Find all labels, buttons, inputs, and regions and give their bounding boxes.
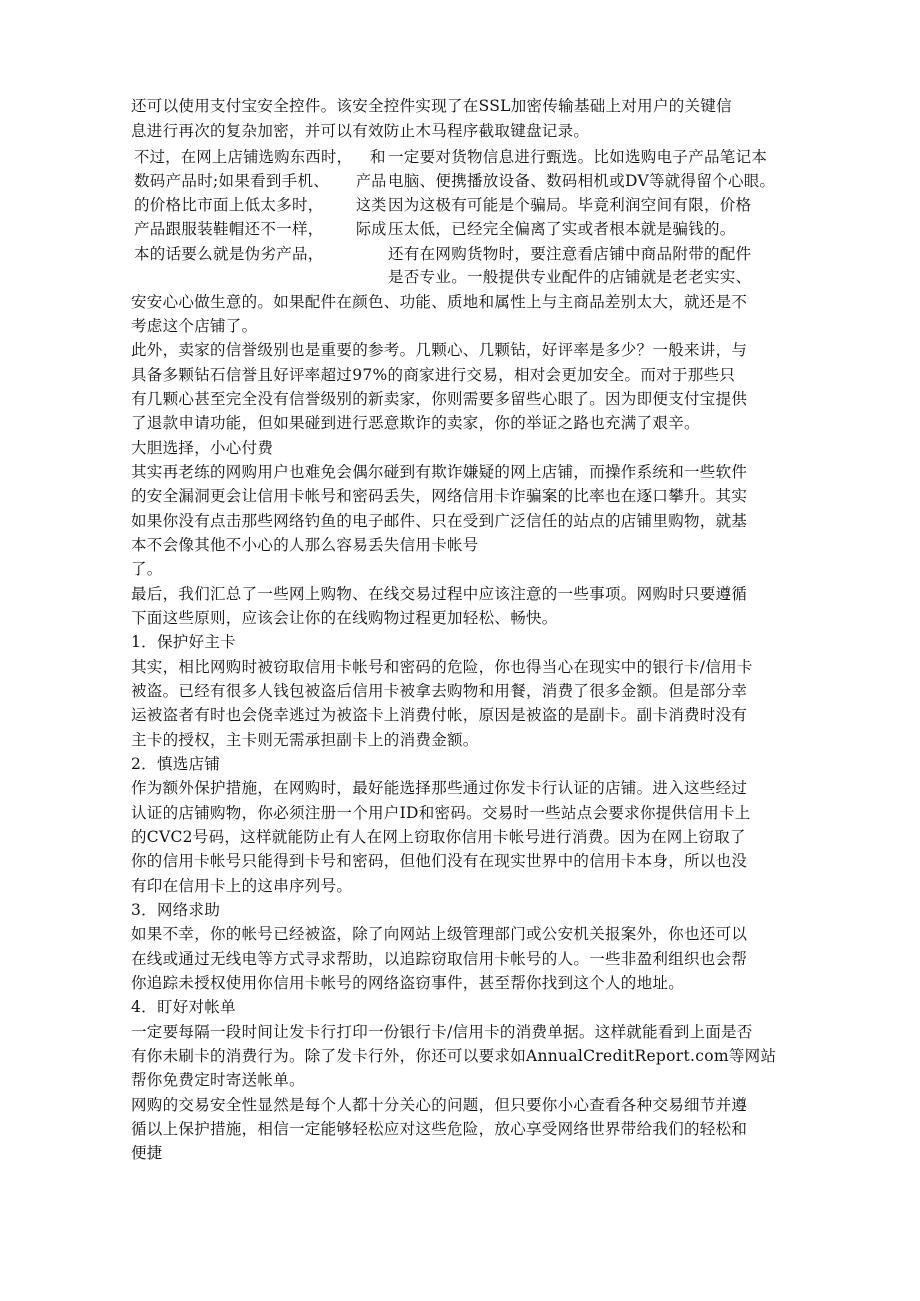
column-right-line: 压太低，已经完全偏离了实或者根本就是骗钱的。 xyxy=(388,220,736,238)
paragraph-line: 安安心心做生意的。如果配件在颜色、功能、质地和属性上与主商品差别太大，就还是不 xyxy=(131,293,748,311)
list-heading: 4．盯好对帐单 xyxy=(131,998,236,1016)
paragraph-line: 循以上保护措施，相信一定能够轻松应对这些危险，放心享受网络世界带给我们的轻松和 xyxy=(131,1120,748,1138)
paragraph-line: 你追踪未授权使用你信用卡帐号的网络盗窃事件，甚至帮你找到这个人的地址。 xyxy=(131,974,685,992)
paragraph-line: 帮你免费定时寄送帐单。 xyxy=(131,1071,305,1089)
paragraph-line: 一定要每隔一段时间让发卡行打印一份银行卡/信用卡的消费单据。这样就能看到上面是否 xyxy=(131,1023,753,1041)
column-left-line: 的价格比市面上低太多时， xyxy=(134,196,324,214)
paragraph-line: 本不会像其他不小心的人那么容易丢失信用卡帐号 xyxy=(131,536,479,554)
paragraph-line: 有印在信用卡上的这串序列号。 xyxy=(131,877,353,895)
column-right-line: 一定要对货物信息进行甄选。比如选购电子产品笔记本 xyxy=(388,148,768,166)
section-heading: 大胆选择，小心付费 xyxy=(131,439,274,457)
paragraph-line: 你的信用卡帐号只能得到卡号和密码，但他们没有在现实世界中的信用卡本身，所以也没 xyxy=(131,852,748,870)
paragraph-line: 如果不幸，你的帐号已经被盗，除了向网站上级管理部门或公安机关报案外，你也还可以 xyxy=(131,925,748,943)
paragraph-line: 被盗。已经有很多人钱包被盗后信用卡被拿去购物和用餐，消费了很多金额。但是部分幸 xyxy=(131,682,748,700)
column-right-line: 电脑、便携播放设备、数码相机或DV等就得留个心眼。 xyxy=(388,172,776,190)
paragraph-line: 其实再老练的网购用户也难免会偶尔碰到有欺诈嫌疑的网上店铺，而操作系统和一些软件 xyxy=(131,463,748,481)
paragraph-line: 其实，相比网购时被窃取信用卡帐号和密码的危险，你也得当心在现实中的银行卡/信用卡 xyxy=(131,658,753,676)
paragraph-line: 认证的店铺购物，你必须注册一个用户ID和密码。交易时一些站点会要求你提供信用卡上 xyxy=(131,804,751,822)
paragraph-line: 了。 xyxy=(131,560,163,578)
column-right-line: 因为这极有可能是个骗局。毕竟利润空间有限，价格 xyxy=(388,196,752,214)
paragraph-line: 息进行再次的复杂加密，并可以有效防止木马程序截取键盘记录。 xyxy=(131,122,590,140)
column-left-line: 产品跟服装鞋帽还不一样， xyxy=(134,220,324,238)
list-heading: 3．网络求助 xyxy=(131,901,221,919)
column-mid-fragment: 产品 xyxy=(356,172,387,190)
column-mid-fragment: 际成 xyxy=(356,220,387,238)
paragraph-line: 便捷 xyxy=(131,1144,163,1162)
list-heading: 1．保护好主卡 xyxy=(131,633,236,651)
list-heading: 2．慎选店铺 xyxy=(131,755,221,773)
column-mid-fragment: 和 xyxy=(370,148,386,166)
paragraph-line: 网购的交易安全性显然是每个人都十分关心的问题，但只要你小心查看各种交易细节并遵 xyxy=(131,1096,748,1114)
paragraph-line: 的安全漏洞更会让信用卡帐号和密码丢失，网络信用卡诈骗案的比率也在逐口攀升。其实 xyxy=(131,487,748,505)
paragraph-line: 了退款申请功能，但如果碰到进行恶意欺诈的卖家，你的举证之路也充满了艰辛。 xyxy=(131,414,700,432)
column-right-line: 还有在网购货物时，要注意看店铺中商品附带的配件 xyxy=(388,245,752,263)
paragraph-line: 此外，卖家的信誉级别也是重要的参考。几颗心、几颗钻，好评率是多少？一般来讲，与 xyxy=(131,341,748,359)
paragraph-line: 在线或通过无线电等方式寻求帮助，以追踪窃取信用卡帐号的人。一些非盈利组织也会帮 xyxy=(131,950,748,968)
paragraph-line: 运被盗者有时也会侥幸逃过为被盗卡上消费付帐，原因是被盗的是副卡。副卡消费时没有 xyxy=(131,706,748,724)
column-right-line: 是否专业。一般提供专业配件的店铺就是老老实实、 xyxy=(388,268,752,286)
column-left-line: 本的话要么就是伪劣产品， xyxy=(134,245,324,263)
paragraph-line: 具备多颗钻石信誉且好评率超过97%的商家进行交易，相对会更加安全。而对于那些只 xyxy=(131,366,736,384)
column-left-line: 数码产品时;如果看到手机、 xyxy=(134,172,330,190)
paragraph-line: 下面这些原则，应该会让你的在线购物过程更加轻松、畅快。 xyxy=(131,609,558,627)
paragraph-line: 有几颗心甚至完全没有信誉级别的新卖家，你则需要多留些心眼了。因为即便支付宝提供 xyxy=(131,390,748,408)
paragraph-line: 如果你没有点击那些网络钓鱼的电子邮件、只在受到广泛信任的站点的店铺里购物，就基 xyxy=(131,512,748,530)
paragraph-line: 还可以使用支付宝安全控件。该安全控件实现了在SSL加密传输基础上对用户的关键信 xyxy=(131,97,732,115)
paragraph-line: 考虑这个店铺了。 xyxy=(131,317,258,335)
column-mid-fragment: 这类 xyxy=(356,196,387,214)
paragraph-line: 主卡的授权，主卡则无需承担副卡上的消费金额。 xyxy=(131,731,479,749)
paragraph-line: 最后，我们汇总了一些网上购物、在线交易过程中应该注意的一些事项。网购时只要遵循 xyxy=(131,585,748,603)
paragraph-line: 有你未刷卡的消费行为。除了发卡行外，你还可以要求如AnnualCreditReport.com等网站 xyxy=(131,1047,777,1065)
column-left-line: 不过，在网上店铺选购东西时， xyxy=(134,148,353,166)
paragraph-line: 的CVC2号码，这样就能防止有人在网上窃取你信用卡帐号进行消费。因为在网上窃取了 xyxy=(131,828,746,846)
paragraph-line: 作为额外保护措施，在网购时，最好能选择那些通过你发卡行认证的店铺。进入这些经过 xyxy=(131,779,748,797)
